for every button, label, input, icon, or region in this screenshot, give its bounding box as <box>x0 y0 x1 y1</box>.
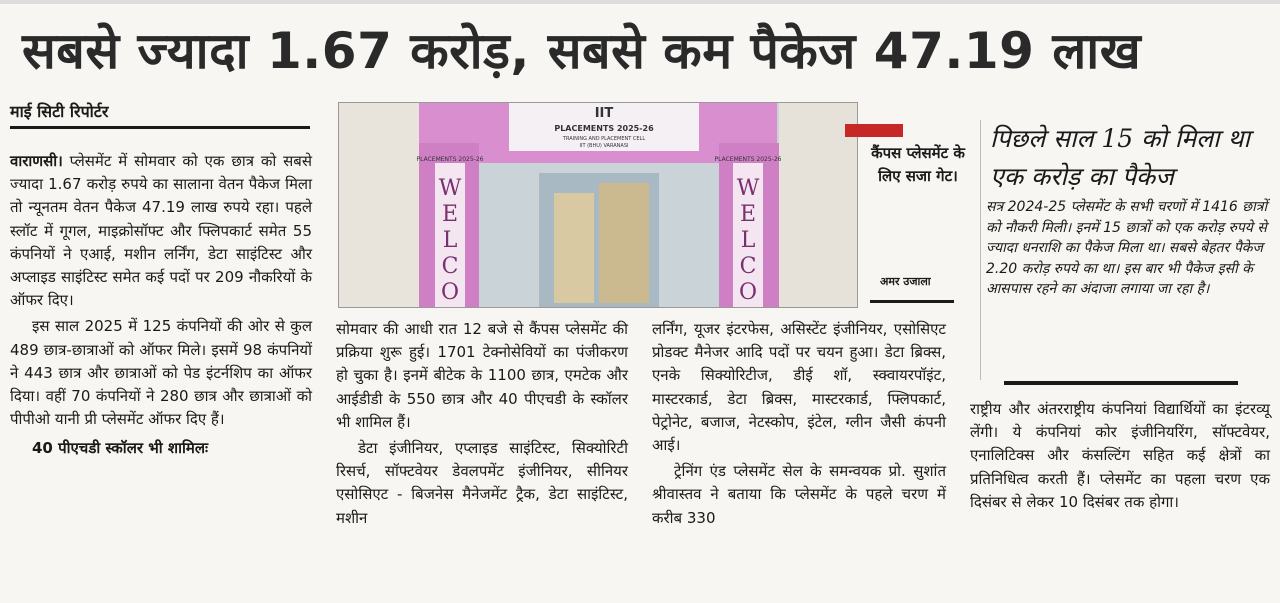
col3-paragraph-1: लर्निंग, यूजर इंटरफेस, असिस्टेंट इंजीनियर, एसोसिएट प्रोडक्ट मैनेजर आदि पदों पर चयन हुआ। डेटा ब्रिक्स, एनके सिक्योरिटीज, डीई शॉ, स्क्वायरपॉइंट, मास्टरकार्ड, डेटा ब्रिक्स, मास्टरकार्ड, फ्लिपकार्ट, पेट्रोनेट, बजाज, नेटस्कोप, इंटेल, ग्लीन जैसी कंपनी आई। <box>652 320 946 455</box>
caption-rule <box>870 300 954 303</box>
column-1 <box>10 150 312 464</box>
sidebar-headline: पिछले साल 15 को मिला था एक करोड़ का पैकेज <box>990 124 1250 191</box>
column-3 <box>652 318 946 533</box>
welcome-left-2: L <box>442 228 458 253</box>
column-4 <box>970 398 1270 517</box>
sidebar-divider <box>980 120 981 380</box>
banner-sub2: IIT (BHU) VARANASI <box>579 143 629 149</box>
column-2 <box>336 318 628 533</box>
sidebar-body: सत्र 2024-25 प्लेसमेंट के सभी चरणों में 1416 छात्रों को नौकरी मिली। इनमें 15 छात्रों को एक करोड़ रुपये से ज्यादा धनराशि का पैकेज मिला था। सबसे बेहतर पैकेज 2.20 करोड़ रुपये का था। इस बार भी पैकेज इसी के आसपास रहने का अंदाजा लगाया जा रहा है। <box>986 199 1268 297</box>
welcome-left-0: W <box>438 176 462 201</box>
gate-illustration <box>339 103 857 307</box>
banner-text: PLACEMENTS 2025-26 <box>554 124 654 133</box>
welcome-right-1: E <box>739 202 757 227</box>
welcome-left-1: E <box>441 202 459 227</box>
right-pillar-label: PLACEMENTS 2025-26 <box>714 156 782 163</box>
banner-title: IIT <box>594 106 614 121</box>
col2-paragraph-2: डेटा इंजीनियर, एप्लाइड साइंटिस्ट, सिक्योरिटी रिसर्च, सॉफ्टवेयर डेवलपमेंट इंजीनियर, सीनियर एसोसिएट - बिजनेस मैनेजमेंट ट्रैक, डेटा साइंटिस्ट, मशीन <box>336 439 628 527</box>
dateline: वाराणसी। <box>10 152 63 170</box>
left-pillar-label: PLACEMENTS 2025-26 <box>416 156 484 163</box>
byline-rule <box>10 126 310 129</box>
col3-paragraph-2: ट्रेनिंग एंड प्लेसमेंट सेल के समन्वयक प्रो. सुशांत श्रीवास्तव ने बताया कि प्लेसमेंट के पहले चरण में करीब 330 <box>652 462 946 527</box>
welcome-right-3: C <box>739 254 757 279</box>
welcome-right-2: L <box>740 228 756 253</box>
headline: सबसे ज्यादा 1.67 करोड़, सबसे कम पैकेज 47.19 लाख <box>22 22 1142 80</box>
welcome-left-4: O <box>440 280 460 305</box>
col1-paragraph-2: इस साल 2025 में 125 कंपनियों की ओर से कुल 489 छात्र-छात्राओं को ऑफर मिले। इसमें 98 कंपनियों ने 443 छात्र और छात्राओं को पेड इंटर्नशिप का ऑफर दिया। वहीं 70 कंपनियों ने 280 छात्र और छात्राओं को पीपीओ यानी प्री प्लेसमेंट ऑफर दिए हैं। <box>10 317 312 429</box>
sidebar-separator <box>1004 381 1238 385</box>
gate-photo <box>338 102 858 308</box>
welcome-left-3: C <box>441 254 459 279</box>
caption-marker <box>845 124 903 137</box>
welcome-right-0: W <box>736 176 760 201</box>
col1-p1-text: प्लेसमेंट में सोमवार को एक छात्र को सबसे ज्यादा 1.67 करोड़ रुपये का सालाना वेतन पैकेज मिला तो न्यूनतम वेतन पैकेज 47.19 लाख रुपये रहा। पहले स्लॉट में गूगल, माइक्रोसॉफ्ट और फ्लिपकार्ट समेत 55 कंपनियों ने एआई, मशीन लर्निंग, डेटा साइंटिस्ट और अप्लाइड साइंटिस्ट समेत कई पदों पर 209 नौकरियों के ऑफर दिए। <box>10 152 312 310</box>
col1-paragraph-1 <box>10 150 312 312</box>
photo-credit: अमर उजाला <box>880 275 931 288</box>
welcome-right-4: O <box>738 280 758 305</box>
photo-caption: कैंपस प्लेसमेंट के लिए सजा गेट। <box>871 144 965 185</box>
byline: माई सिटी रिपोर्टर <box>10 102 109 121</box>
col4-paragraph-1: राष्ट्रीय और अंतरराष्ट्रीय कंपनियां विद्यार्थियों का इंटरव्यू लेंगी। ये कंपनियां कोर इंजीनियरिंग, सॉफ्टवेयर, एनालिटिक्स और कंसल्टिंग सहित कई क्षेत्रों का प्रतिनिधित्व करती हैं। प्लेसमेंट का पहला चरण एक दिसंबर से लेकर 10 दिसंबर तक होगा। <box>970 400 1270 511</box>
col2-paragraph-1: सोमवार की आधी रात 12 बजे से कैंपस प्लेसमेंट की प्रक्रिया शुरू हुई। 1701 टेक्नोसेवियों का पंजीकरण हो चुका है। इनमें बीटेक के 1100 छात्र, एमटेक और आईडीडी के 550 छात्र और 40 पीएचडी के स्कॉलर भी शामिल हैं। <box>336 320 628 431</box>
banner-sub: TRAINING AND PLACEMENT CELL <box>562 136 646 142</box>
top-edge <box>0 0 1280 4</box>
col1-subhead: 40 पीएचडी स्कॉलर भी शामिलः <box>32 439 209 458</box>
